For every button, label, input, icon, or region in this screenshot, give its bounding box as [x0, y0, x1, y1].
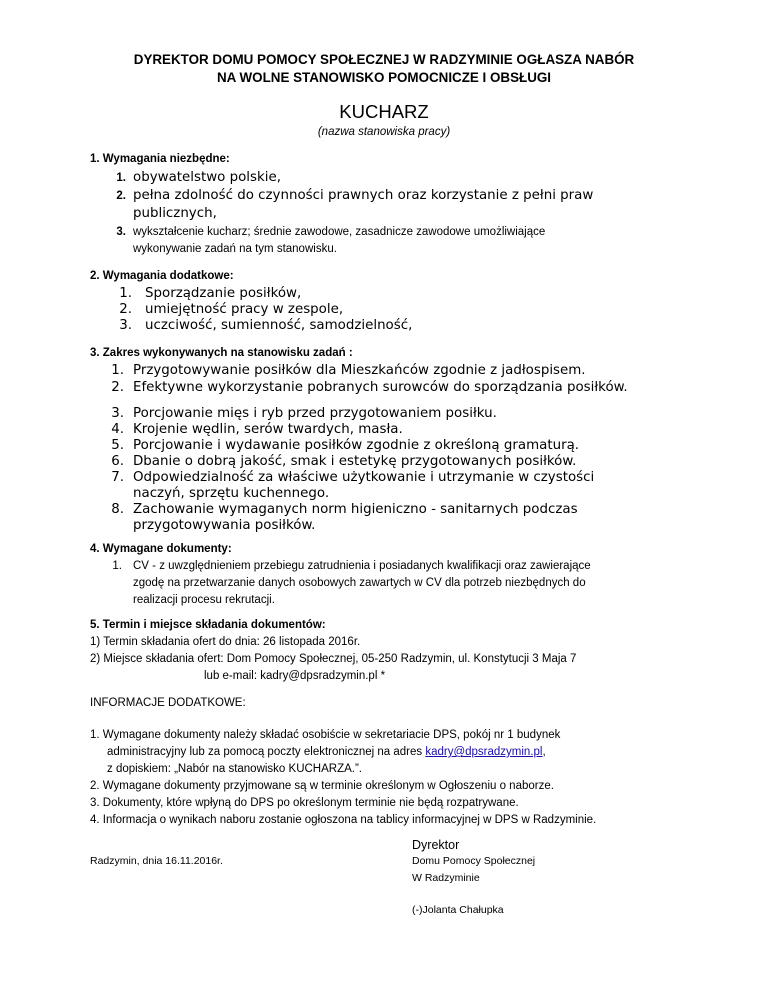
section2-heading: 2. Wymagania dodatkowe:	[90, 270, 234, 282]
section1-item-text: wykształcenie kucharz; średnie zawodowe, zasadnicze zawodowe umożliwiające	[133, 226, 546, 238]
section1-item-number: 2.	[116, 190, 126, 202]
signature-organization: Domu Pomocy Społecznej	[412, 855, 536, 867]
info-paragraph-3: 3. Dokumenty, które wpłyną do DPS po określonym terminie nie będą rozpatrywane.	[90, 797, 519, 809]
section2-item-number: 2.	[119, 302, 132, 317]
section3-item-number: 7.	[111, 470, 124, 485]
email-link[interactable]: kadry@dpsradzymin.pl	[425, 746, 543, 758]
section2-item-text: Sporządzanie posiłków,	[145, 286, 302, 301]
section3-item-text: Odpowiedzialność za właściwe użytkowanie i utrzymanie w czystości	[133, 470, 595, 485]
section2-item-number: 3.	[119, 318, 132, 333]
section1-heading: 1. Wymagania niezbędne:	[90, 153, 230, 165]
section3-heading: 3. Zakres wykonywanych na stanowisku zadań :	[90, 347, 353, 359]
section3-item-text: Dbanie o dobrą jakość, smak i estetykę przygotowanych posiłków.	[133, 454, 577, 469]
section3-item-text: Efektywne wykorzystanie pobranych surowców do sporządzania posiłków.	[133, 380, 628, 395]
section4-item-text: zgodę na przetwarzanie danych osobowych zawartych w CV dla potrzeb niezbędnych do	[133, 577, 586, 589]
section2-item-number: 1.	[119, 286, 132, 301]
section1-item-text: obywatelstwo polskie,	[133, 170, 281, 185]
section3-item-text: Porcjowanie mięs i ryb przed przygotowaniem posiłku.	[133, 406, 497, 421]
announcement-heading-line1: DYREKTOR DOMU POMOCY SPOŁECZNEJ W RADZYMINIE OGŁASZA NABÓR	[133, 52, 635, 67]
section1-item-text: wykonywanie zadań na tym stanowisku.	[133, 243, 337, 255]
section3-item-text: Zachowanie wymaganych norm higieniczno - sanitarnych podczas	[133, 502, 578, 517]
section1-item-number: 1.	[116, 172, 126, 184]
section3-item-number: 6.	[111, 454, 124, 469]
section1-item-number: 3.	[116, 226, 126, 238]
signature-title: Dyrektor	[412, 838, 460, 852]
info-text: ,	[542, 746, 546, 758]
section3-item-text: Przygotowywanie posiłków dla Mieszkańców zgodnie z jadłospisem.	[133, 363, 586, 378]
submission-deadline: 1) Termin składania ofert do dnia: 26 listopada 2016r.	[90, 636, 361, 648]
signature-organization: W Radzyminie	[412, 872, 480, 884]
position-title: KUCHARZ	[339, 101, 429, 122]
section3-item-text: Krojenie wędlin, serów twardych, masła.	[133, 422, 403, 437]
section3-item-number: 1.	[111, 363, 124, 378]
submission-email: lub e-mail: kadry@dpsradzymin.pl *	[204, 670, 386, 682]
info-paragraph-1: 1. Wymagane dokumenty należy składać osobiście w sekretariacie DPS, pokój nr 1 budynek	[90, 729, 561, 741]
section4-item-number: 1.	[112, 560, 122, 572]
section3-item-number: 8.	[111, 502, 124, 517]
section1-item-text: publicznych,	[133, 206, 217, 221]
info-text: administracyjny lub za pomocą poczty elektronicznej na adres	[107, 746, 426, 758]
section3-item-number: 3.	[111, 406, 124, 421]
section2-item-text: uczciwość, sumienność, samodzielność,	[145, 318, 413, 333]
section3-item-text: przygotowywania posiłków.	[133, 518, 316, 533]
position-subtitle: (nazwa stanowiska pracy)	[317, 126, 451, 138]
section3-item-number: 2.	[111, 380, 124, 395]
section2-item-text: umiejętność pracy w zespole,	[145, 302, 344, 317]
section4-item-text: CV - z uwzględnieniem przebiegu zatrudnienia i posiadanych kwalifikacji oraz zawierające	[133, 560, 591, 572]
info-paragraph-1-line2	[107, 746, 546, 758]
info-paragraph-1-line3: z dopiskiem: „Nabór na stanowisko KUCHARZA.”.	[107, 763, 362, 775]
info-heading: INFORMACJE DODATKOWE:	[90, 697, 246, 709]
section3-item-text: Porcjowanie i wydawanie posiłków zgodnie z określoną gramaturą.	[133, 438, 580, 453]
section3-item-text: naczyń, sprzętu kuchennego.	[133, 486, 330, 501]
signature-name: (-)Jolanta Chałupka	[412, 904, 504, 916]
section4-item-text: realizacji procesu rekrutacji.	[133, 594, 275, 606]
section3-item-number: 5.	[111, 438, 124, 453]
section3-item-number: 4.	[111, 422, 124, 437]
section1-item-text: pełna zdolność do czynności prawnych oraz korzystanie z pełni praw	[133, 188, 594, 203]
submission-place: 2) Miejsce składania ofert: Dom Pomocy Społecznej, 05-250 Radzymin, ul. Konstytucji 3 Maja 7	[90, 653, 577, 665]
info-paragraph-2: 2. Wymagane dokumenty przyjmowane są w terminie określonym w Ogłoszeniu o naborze.	[90, 780, 554, 792]
section4-heading: 4. Wymagane dokumenty:	[90, 543, 232, 555]
info-paragraph-4: 4. Informacja o wynikach naboru zostanie ogłoszona na tablicy informacyjnej w DPS w Radzyminie.	[90, 814, 597, 826]
announcement-heading-line2: NA WOLNE STANOWISKO POMOCNICZE I OBSŁUGI	[216, 70, 551, 85]
place-date: Radzymin, dnia 16.11.2016r.	[90, 855, 223, 867]
section5-heading: 5. Termin i miejsce składania dokumentów:	[90, 619, 326, 631]
